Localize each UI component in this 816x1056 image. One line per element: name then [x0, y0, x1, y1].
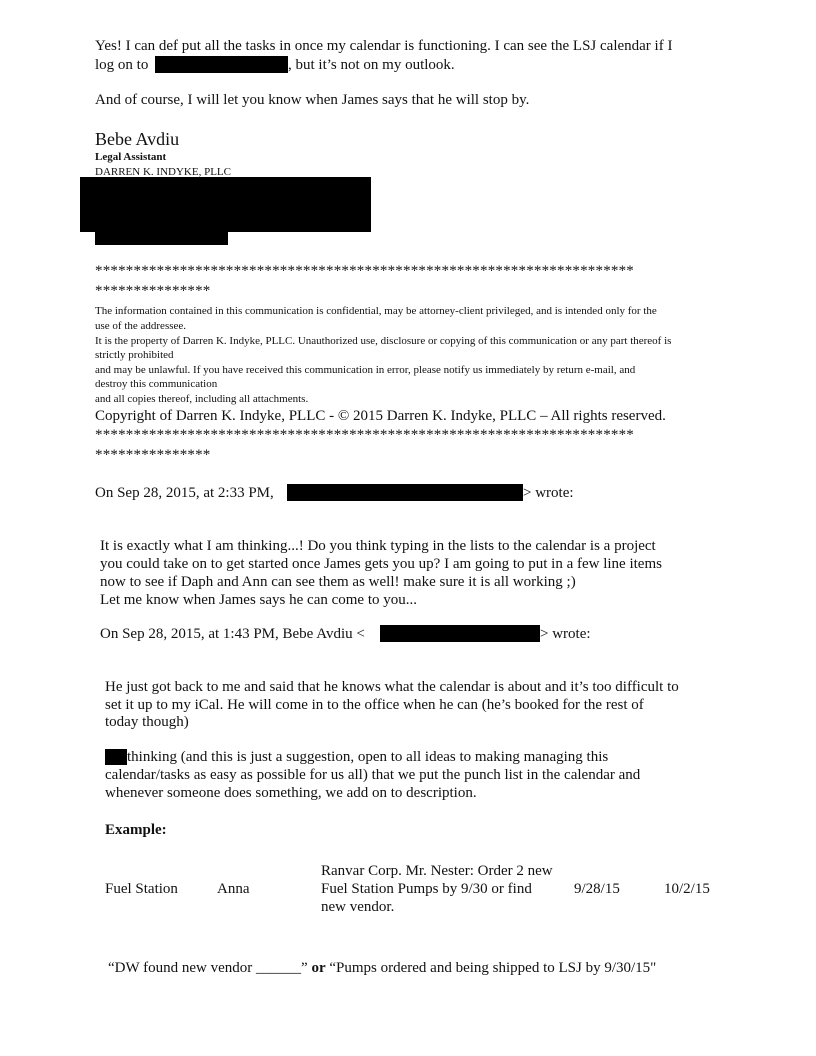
signature-firm: DARREN K. INDYKE, PLLC — [95, 166, 231, 177]
disclaimer-line: and may be unlawful. If you have received this communication in error, please notify us immediately by return e-mail, and — [95, 364, 636, 376]
stars-divider: *************** — [95, 447, 211, 463]
redaction-block — [105, 749, 127, 765]
quote-line: now to see if Daph and Ann can see them as well! make sure it is all working ;) — [100, 574, 576, 590]
quote-line: you could take on to get started once James gets you up? I am going to put in a few line items — [100, 556, 662, 572]
quote-line: whenever someone does something, we add on to description. — [105, 785, 477, 801]
stars-divider: ********************************************************************** — [95, 263, 634, 279]
example-task-line: Fuel Station Pumps by 9/30 or find — [321, 881, 532, 897]
quote-line: Let me know when James says he can come to you... — [100, 592, 417, 608]
reply-line-3: And of course, I will let you know when James says that he will stop by. — [95, 92, 530, 108]
example-label: Example: — [105, 822, 167, 838]
redaction-block — [80, 177, 371, 232]
stars-divider: *************** — [95, 283, 211, 299]
disclaimer-line: It is the property of Darren K. Indyke, PLLC. Unauthorized use, disclosure or copying of this communication or any part thereof is — [95, 335, 672, 347]
quote-line: calendar/tasks as easy as possible for us all) that we put the punch list in the calendar and — [105, 767, 641, 783]
example-task-line: new vendor. — [321, 899, 395, 915]
copyright-line: Copyright of Darren K. Indyke, PLLC - © 2015 Darren K. Indyke, PLLC – All rights reserved. — [95, 408, 666, 424]
reply-line-1: Yes! I can def put all the tasks in once my calendar is functioning. I can see the LSJ calendar if I — [95, 38, 673, 54]
example-item: Fuel Station — [105, 881, 178, 897]
example-note-or: or — [311, 960, 326, 976]
disclaimer-line: strictly prohibited — [95, 349, 174, 361]
quote-header: On Sep 28, 2015, at 2:33 PM, — [95, 485, 274, 501]
reply-line-2-suffix: , but it’s not on my outlook. — [288, 57, 455, 73]
disclaimer-line: The information contained in this communication is confidential, may be attorney-client privileged, and is intended only for the — [95, 305, 657, 317]
quote-header: On Sep 28, 2015, at 1:43 PM, Bebe Avdiu < — [100, 626, 365, 642]
signature-title: Legal Assistant — [95, 151, 167, 163]
example-note-part2: “Pumps ordered and being shipped to LSJ by 9/30/15" — [329, 960, 657, 976]
stars-divider: ********************************************************************** — [95, 427, 634, 443]
disclaimer-line: destroy this communication — [95, 378, 218, 390]
redaction-block — [287, 484, 523, 501]
quote-line: thinking (and this is just a suggestion, open to all ideas to making managing this — [127, 749, 609, 765]
quote-line: It is exactly what I am thinking...! Do you think typing in the lists to the calendar is a project — [100, 538, 656, 554]
quote-line: set it up to my iCal. He will come in to the office when he can (he’s booked for the rest of — [105, 697, 644, 713]
quote-line: He just got back to me and said that he knows what the calendar is about and it’s too difficult to — [105, 679, 679, 695]
redaction-block — [95, 232, 228, 245]
reply-line-2-prefix: log on to — [95, 57, 149, 73]
disclaimer-line: use of the addressee. — [95, 320, 187, 332]
example-due-date: 10/2/15 — [664, 881, 710, 897]
quote-line: today though) — [105, 714, 189, 730]
redaction-block — [380, 625, 540, 642]
example-note — [108, 959, 656, 977]
example-person: Anna — [217, 881, 250, 897]
quote-header-suffix: > wrote: — [523, 485, 574, 501]
signature-name: Bebe Avdiu — [95, 129, 180, 149]
quote-header-suffix: > wrote: — [540, 626, 591, 642]
example-start-date: 9/28/15 — [574, 881, 620, 897]
redaction-block — [155, 56, 288, 73]
example-note-part1: “DW found new vendor ______” — [108, 960, 308, 976]
disclaimer-line: and all copies thereof, including all attachments. — [95, 393, 309, 405]
example-task-line: Ranvar Corp. Mr. Nester: Order 2 new — [321, 863, 553, 879]
